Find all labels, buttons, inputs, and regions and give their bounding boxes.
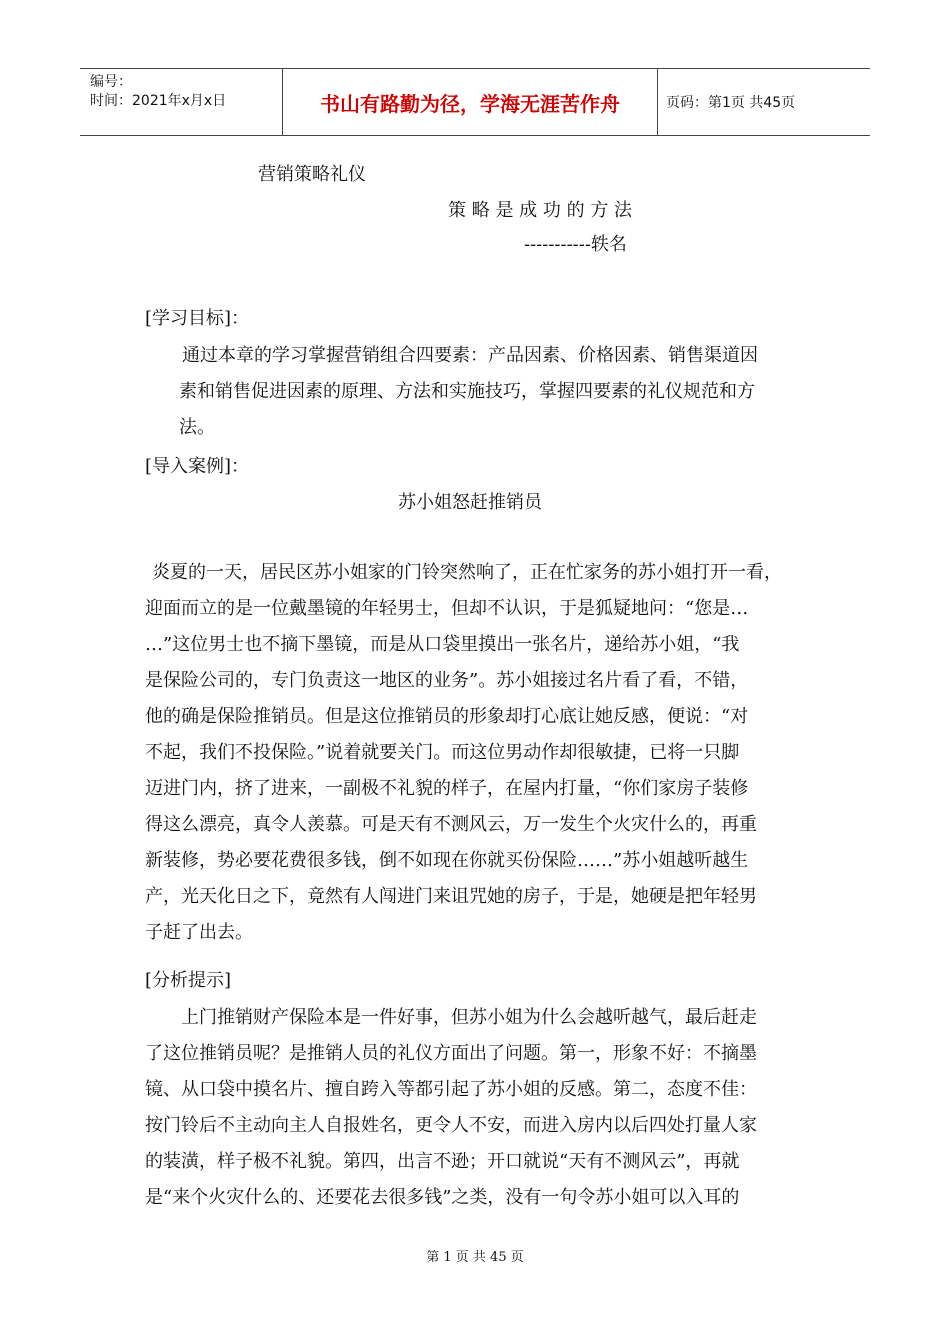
- case-line: …”这位男士也不摘下墨镜，而是从口袋里摸出一张名片，递给苏小姐，“我: [145, 634, 740, 655]
- analysis-line: 上门推销财产保险本是一件好事，但苏小姐为什么会越听越气，最后赶走: [181, 1007, 757, 1028]
- document-time: 时间：2021年x月x日: [90, 93, 227, 109]
- case-line: 产，光天化日之下，竟然有人闯进门来诅咒她的房子，于是，她硬是把年轻男: [145, 886, 757, 907]
- quote-author: -----------轶名: [524, 234, 627, 255]
- case-line: 子赶了出去。: [145, 922, 253, 943]
- goals-line: 通过本章的学习掌握营销组合四要素：产品因素、价格因素、销售渠道因: [182, 345, 758, 366]
- header-page-info: 页码：第1页 共45页: [666, 95, 796, 111]
- analysis-heading: [分析提示]: [145, 970, 232, 991]
- goals-line: 法。: [179, 417, 215, 438]
- case-title: 苏小姐怒赶推销员: [398, 492, 542, 513]
- analysis-line: 按门铃后不主动向主人自报姓名，更令人不安，而进入房内以后四处打量人家: [145, 1115, 757, 1136]
- case-paragraph: [145, 555, 815, 951]
- case-line: 得这么漂亮，真令人羡慕。可是天有不测风云，万一发生个火灾什么的，再重: [145, 814, 757, 835]
- header-meta: [80, 69, 282, 135]
- analysis-paragraph: [145, 1000, 815, 1216]
- case-line: 新装修，势必要花费很多钱，倒不如现在你就买份保险……”苏小姐越听越生: [145, 850, 749, 871]
- case-line: 不起，我们不投保险。”说着就要关门。而这位男动作却很敏捷，已将一只脚: [145, 742, 740, 763]
- document-title: 营销策略礼仪: [258, 164, 366, 185]
- document-number: 编号：: [90, 74, 132, 90]
- goals-line: 素和销售促进因素的原理、方法和实施技巧，掌握四要素的礼仪规范和方: [179, 381, 755, 402]
- goals-heading: [学习目标]：: [145, 308, 250, 329]
- quote-text: 策 略 是 成 功 的 方 法: [448, 200, 633, 221]
- analysis-line: 镜、从口袋中摸名片、擅自跨入等都引起了苏小姐的反感。第二，态度不佳：: [145, 1079, 757, 1100]
- case-heading: [导入案例]：: [145, 456, 250, 477]
- header-motto: 书山有路勤为径，学海无涯苦作舟: [282, 69, 658, 135]
- analysis-line: 是“来个火灾什么的、还要花去很多钱”之类，没有一句令苏小姐可以入耳的: [145, 1187, 740, 1208]
- case-line: 是保险公司的，专门负责这一地区的业务”。苏小姐接过名片看了看，不错，: [145, 670, 749, 691]
- analysis-line: 了这位推销员呢？是推销人员的礼仪方面出了问题。第一，形象不好：不摘墨: [145, 1043, 757, 1064]
- page-footer: 第 1 页 共 45 页: [426, 1250, 524, 1265]
- analysis-line: 的装潢，样子极不礼貌。第四，出言不逊；开口就说“天有不测风云”，再就: [145, 1151, 740, 1172]
- page-header: [80, 68, 870, 136]
- case-line: 迈进门内，挤了进来，一副极不礼貌的样子，在屋内打量，“你们家房子装修: [145, 778, 749, 799]
- case-line: 他的确是保险推销员。但是这位推销员的形象却打心底让她反感，便说：“对: [145, 706, 749, 727]
- case-line: 迎面而立的是一位戴墨镜的年轻男士，但却不认识，于是狐疑地问：“您是…: [145, 598, 749, 619]
- goals-paragraph: [179, 338, 822, 446]
- case-line: 炎夏的一天，居民区苏小姐家的门铃突然响了，正在忙家务的苏小姐打开一看，: [152, 562, 782, 583]
